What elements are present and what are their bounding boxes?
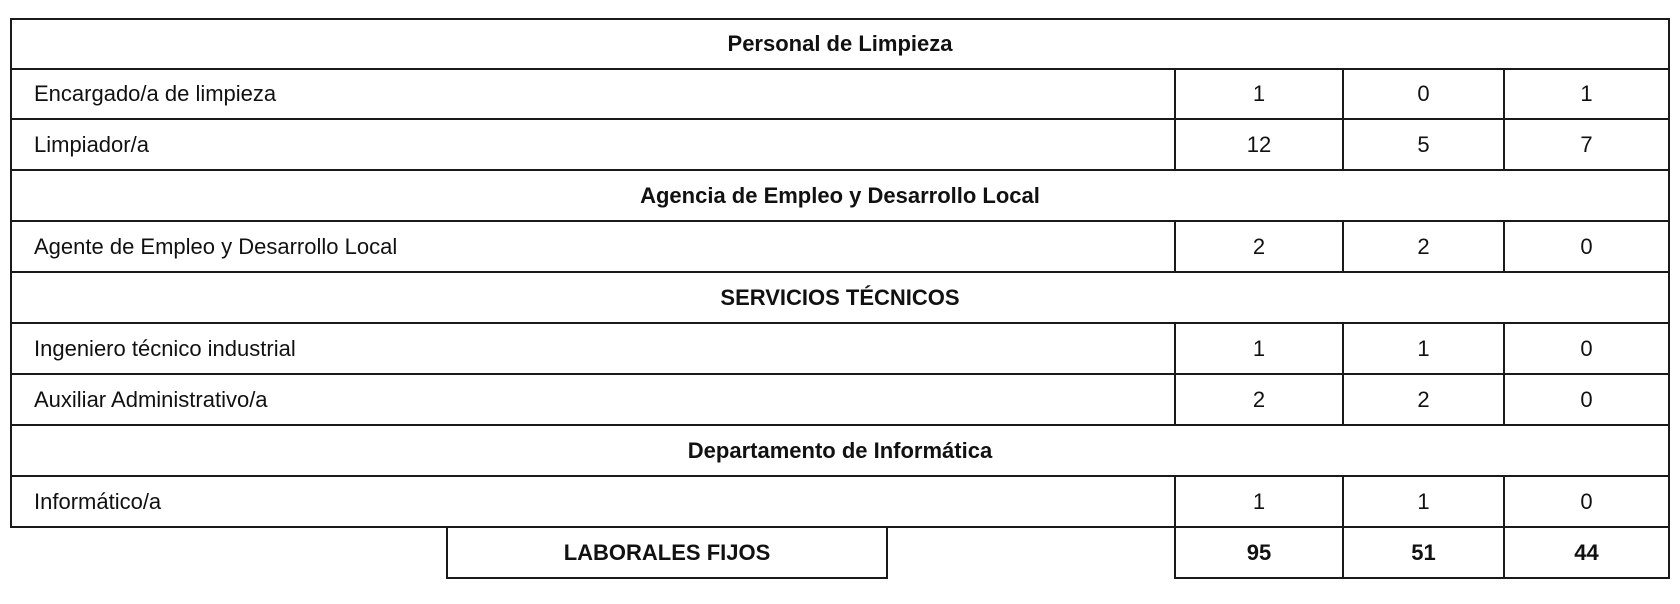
value-cell-1: 2 bbox=[1174, 220, 1344, 273]
job-title-cell: Encargado/a de limpieza bbox=[10, 68, 1176, 120]
total-row bbox=[0, 526, 1680, 579]
value-cell-1: 12 bbox=[1174, 118, 1344, 171]
job-title-cell: Agente de Empleo y Desarrollo Local bbox=[10, 220, 1176, 273]
job-title-cell: Ingeniero técnico industrial bbox=[10, 322, 1176, 375]
value-cell-3: 7 bbox=[1503, 118, 1670, 171]
value-cell-3: 0 bbox=[1503, 322, 1670, 375]
section-row bbox=[0, 18, 1680, 70]
job-title-cell: Auxiliar Administrativo/a bbox=[10, 373, 1176, 426]
value-cell-1: 2 bbox=[1174, 373, 1344, 426]
total-value-1: 95 bbox=[1174, 526, 1344, 579]
value-cell-3: 0 bbox=[1503, 220, 1670, 273]
job-title-cell: Informático/a bbox=[10, 475, 1176, 528]
section-row bbox=[0, 271, 1680, 324]
value-cell-2: 1 bbox=[1342, 475, 1505, 528]
value-cell-1: 1 bbox=[1174, 68, 1344, 120]
job-title-cell: Limpiador/a bbox=[10, 118, 1176, 171]
section-title: SERVICIOS TÉCNICOS bbox=[10, 271, 1670, 324]
value-cell-1: 1 bbox=[1174, 322, 1344, 375]
table-row bbox=[0, 118, 1680, 171]
value-cell-3: 1 bbox=[1503, 68, 1670, 120]
value-cell-2: 5 bbox=[1342, 118, 1505, 171]
table-row bbox=[0, 322, 1680, 375]
section-title: Departamento de Informática bbox=[10, 424, 1670, 477]
table-row bbox=[0, 373, 1680, 426]
value-cell-2: 1 bbox=[1342, 322, 1505, 375]
table-row bbox=[0, 68, 1680, 120]
section-title: Personal de Limpieza bbox=[10, 18, 1670, 70]
value-cell-1: 1 bbox=[1174, 475, 1344, 528]
section-row bbox=[0, 169, 1680, 222]
value-cell-2: 2 bbox=[1342, 373, 1505, 426]
table-row bbox=[0, 220, 1680, 273]
value-cell-3: 0 bbox=[1503, 373, 1670, 426]
value-cell-3: 0 bbox=[1503, 475, 1670, 528]
table-row bbox=[0, 475, 1680, 528]
total-label: LABORALES FIJOS bbox=[446, 526, 888, 579]
section-row bbox=[0, 424, 1680, 477]
total-value-3: 44 bbox=[1503, 526, 1670, 579]
total-value-2: 51 bbox=[1342, 526, 1505, 579]
section-title: Agencia de Empleo y Desarrollo Local bbox=[10, 169, 1670, 222]
value-cell-2: 0 bbox=[1342, 68, 1505, 120]
value-cell-2: 2 bbox=[1342, 220, 1505, 273]
